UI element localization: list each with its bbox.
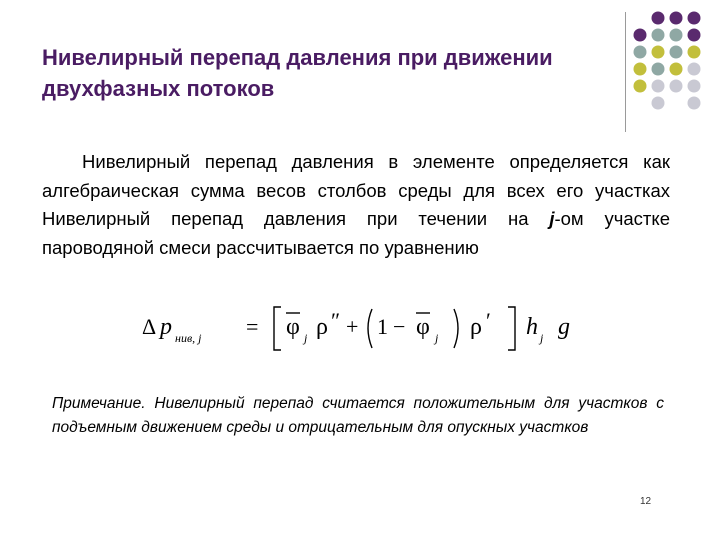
formula-phi-1: φ [286,314,300,340]
formula-h: h [526,314,538,340]
formula-double-prime: ″ [331,308,341,333]
formula-rho-2: ρ [470,314,482,340]
decorative-dot [634,46,647,59]
formula-sub-j-2: j [435,331,439,345]
formula-left-paren [368,309,372,348]
body-variable-j: j [549,208,555,229]
note-text: Примечание. Нивелирный перепад считается положительным для участков с подъемным движением среды и отрицательным для опускных участков [52,395,664,436]
formula-equals: = [246,314,259,339]
formula-phi-2: φ [416,314,430,340]
decorative-dot [670,29,683,42]
decorative-dot [652,80,665,93]
decorative-dot [634,29,647,42]
formula-one: 1 [377,314,388,339]
decorative-dot [652,12,665,25]
decorative-dot [652,46,665,59]
formula-minus: − [393,314,406,339]
levelling-pressure-formula [120,298,600,358]
decorative-dot [652,63,665,76]
decorative-dot [688,29,701,42]
decorative-dot [670,46,683,59]
decorative-dot [688,80,701,93]
decorative-dot [670,63,683,76]
decorative-dot [688,63,701,76]
body-paragraph [42,148,670,262]
decorative-dot [634,63,647,76]
formula-p-subscript: нив, j [175,331,202,345]
body-text-part2: -ом участке пароводяной смеси рассчитывается по уравнению [42,208,670,258]
formula-delta: Δ [142,314,157,339]
formula-g: g [558,314,570,340]
formula-right-paren [454,309,458,348]
page-number: 12 [640,496,652,507]
formula-p: p [160,314,172,340]
decorative-dot [688,12,701,25]
formula-prime: ′ [486,308,491,333]
decorative-dot [652,29,665,42]
decorative-dot [652,97,665,110]
formula-left-bracket [274,307,281,350]
decorative-dot [634,80,647,93]
decorative-dot [688,97,701,110]
decorative-dot [670,80,683,93]
body-text-part1: Нивелирный перепад давления в элементе определяется как алгебраическая сумма весов столбов среды для всех его участках Нивелирный перепад давления при течении на [42,151,670,229]
formula-right-bracket [508,307,515,350]
decorative-dot [688,46,701,59]
formula-rho-1: ρ [316,314,328,340]
formula-plus: + [346,314,359,339]
formula-sub-j-1: j [304,331,308,345]
slide-title: Нивелирный перепад давления при движении двухфазных потоков [42,45,553,101]
decorative-dot [670,12,683,25]
decorative-divider-line [625,12,626,132]
formula-sub-j-3: j [540,331,544,345]
